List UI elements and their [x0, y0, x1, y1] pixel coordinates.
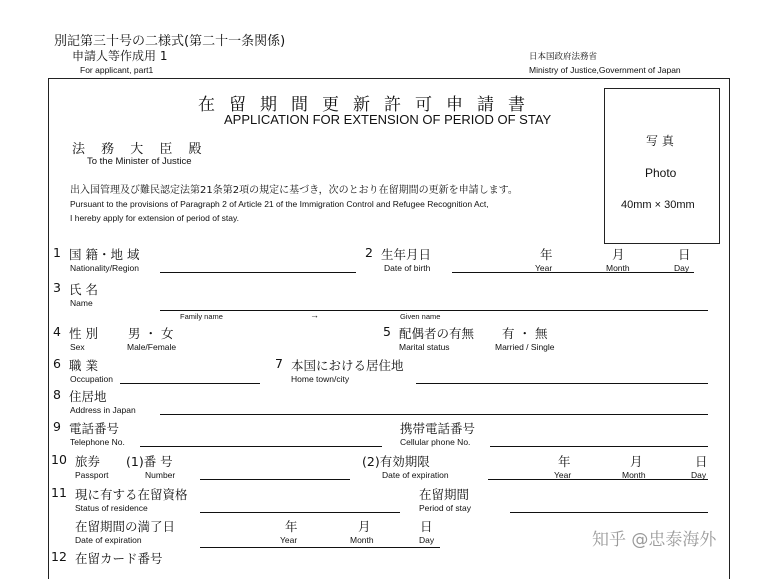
- statement-en-2: I hereby apply for extension of period of stay.: [70, 213, 239, 223]
- period-input[interactable]: [510, 512, 708, 513]
- birthdate-label-en: Date of birth: [384, 263, 431, 273]
- status-label: 現に有する在留資格: [75, 487, 188, 502]
- field-1-number: 1: [53, 245, 61, 260]
- watermark: 知乎 @忠泰海外: [592, 530, 717, 550]
- passport-year-label-en: Year: [554, 470, 572, 480]
- telephone-input[interactable]: [140, 446, 382, 447]
- passport-expiry-input[interactable]: [488, 479, 708, 480]
- ministry-label-en: Ministry of Justice,Government of Japan: [529, 65, 681, 75]
- sex-options[interactable]: 男 ・ 女: [128, 326, 174, 341]
- status-label-en: Status of residence: [75, 503, 148, 513]
- telephone-label-en: Telephone No.: [70, 437, 125, 447]
- passport-number-input[interactable]: [200, 479, 350, 480]
- birthdate-label: 生年月日: [381, 247, 432, 262]
- name-label-en: Name: [70, 298, 93, 308]
- year-label: 年: [540, 247, 553, 262]
- marital-options[interactable]: 有 ・ 無: [502, 326, 548, 341]
- nationality-label: 国 籍・地 域: [69, 247, 140, 262]
- expiry-year-label: 年: [285, 519, 298, 534]
- marital-options-en: Married / Single: [495, 342, 555, 352]
- mobile-label-en: Cellular phone No.: [400, 437, 471, 447]
- field-11-number: 11: [51, 485, 67, 500]
- field-6-number: 6: [53, 356, 61, 371]
- period-label: 在留期間: [419, 487, 470, 502]
- passport-expiry-label: (2)有効期限: [362, 454, 430, 469]
- sex-label-en: Sex: [70, 342, 85, 352]
- day-label: 日: [678, 247, 691, 262]
- passport-number-label-en: Number: [145, 470, 176, 480]
- expiry-input[interactable]: [200, 547, 440, 548]
- residence-card-label: 在留カード番号: [75, 551, 163, 566]
- field-4-number: 4: [53, 324, 61, 339]
- passport-day-label: 日: [695, 454, 708, 469]
- marital-label: 配偶者の有無: [399, 326, 475, 341]
- sex-label: 性 別: [69, 326, 98, 341]
- expiry-month-label: 月: [358, 519, 371, 534]
- applicant-part-label: 申請人等作成用 1: [72, 49, 168, 63]
- field-8-number: 8: [53, 387, 61, 402]
- sex-options-en: Male/Female: [127, 342, 177, 352]
- expiry-label-en: Date of expiration: [75, 535, 142, 545]
- marital-label-en: Marital status: [399, 342, 450, 352]
- passport-label: 旅券: [75, 454, 101, 469]
- expiry-day-label-en: Day: [419, 535, 435, 545]
- field-3-number: 3: [53, 280, 61, 295]
- field-2-number: 2: [365, 245, 373, 260]
- family-name-hint: Family name: [180, 312, 223, 321]
- form-reference: 別記第三十号の二様式(第二十一条関係): [54, 34, 286, 49]
- given-name-hint: Given name: [400, 312, 441, 321]
- applicant-part-label-en: For applicant, part1: [80, 65, 154, 75]
- occupation-input[interactable]: [120, 383, 260, 384]
- birthdate-input[interactable]: [452, 272, 694, 273]
- occupation-label: 職 業: [69, 358, 98, 373]
- passport-day-label-en: Day: [691, 470, 707, 480]
- statement: 出入国管理及び難民認定法第21条第2項の規定に基づき，次のとおり在留期間の更新を申請します。: [70, 185, 518, 196]
- form-title: 在留期間更新許可申請書: [198, 95, 539, 115]
- hometown-input[interactable]: [416, 383, 708, 384]
- ministry-label: 日本国政府法務省: [529, 52, 598, 62]
- hometown-label: 本国における居住地: [291, 358, 404, 373]
- address-label-en: Address in Japan: [70, 405, 136, 415]
- telephone-label: 電話番号: [69, 421, 120, 436]
- passport-label-en: Passport: [75, 470, 109, 480]
- field-10-number: 10: [51, 452, 67, 467]
- nationality-label-en: Nationality/Region: [70, 263, 139, 273]
- photo-label: 写 真: [646, 134, 674, 148]
- mobile-input[interactable]: [490, 446, 708, 447]
- field-5-number: 5: [383, 324, 391, 339]
- year-label-en: Year: [535, 263, 553, 273]
- expiry-day-label: 日: [420, 519, 433, 534]
- status-input[interactable]: [200, 512, 400, 513]
- period-label-en: Period of stay: [419, 503, 471, 513]
- addressee: 法 務 大 臣 殿: [72, 142, 208, 157]
- passport-month-label: 月: [630, 454, 643, 469]
- field-12-number: 12: [51, 549, 67, 564]
- photo-size: 40mm × 30mm: [621, 199, 695, 211]
- expiry-month-label-en: Month: [350, 535, 374, 545]
- statement-en-1: Pursuant to the provisions of Paragraph 2 of Article 21 of the Immigration Control and Refugee Recognition Act,: [70, 199, 489, 209]
- expiry-year-label-en: Year: [280, 535, 298, 545]
- address-label: 住居地: [69, 389, 107, 404]
- passport-year-label: 年: [558, 454, 571, 469]
- name-label: 氏 名: [69, 282, 98, 297]
- occupation-label-en: Occupation: [70, 374, 113, 384]
- photo-label-en: Photo: [645, 166, 677, 180]
- arrow-icon: →: [310, 310, 319, 320]
- mobile-label: 携帯電話番号: [400, 421, 476, 436]
- passport-month-label-en: Month: [622, 470, 646, 480]
- address-input[interactable]: [160, 414, 708, 415]
- passport-expiry-label-en: Date of expiration: [382, 470, 449, 480]
- expiry-label: 在留期間の満了日: [75, 519, 176, 534]
- nationality-input[interactable]: [160, 272, 356, 273]
- month-label-en: Month: [606, 263, 630, 273]
- day-label-en: Day: [674, 263, 690, 273]
- name-input[interactable]: [160, 310, 708, 311]
- addressee-en: To the Minister of Justice: [87, 156, 192, 167]
- field-7-number: 7: [275, 356, 283, 371]
- form-title-en: APPLICATION FOR EXTENSION OF PERIOD OF STAY: [224, 112, 552, 127]
- month-label: 月: [612, 247, 625, 262]
- field-9-number: 9: [53, 419, 61, 434]
- hometown-label-en: Home town/city: [291, 374, 350, 384]
- passport-number-label: (1)番 号: [126, 454, 173, 469]
